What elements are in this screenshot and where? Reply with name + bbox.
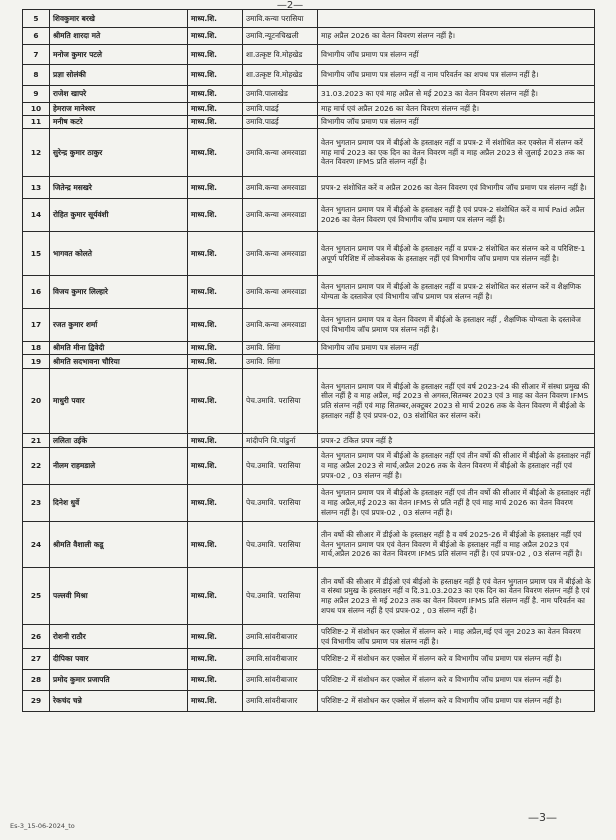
serial-number: 18 (23, 342, 50, 355)
serial-number: 8 (23, 65, 50, 86)
serial-number: 29 (23, 691, 50, 712)
serial-number: 14 (23, 199, 50, 232)
remark-text: परिशिष्ट-2 में संशोधन कर एक्सेल में संलग्न करे । माह अप्रैल,मई एवं जून 2023 का वेतन विवरण एवं विभागीय जॉच प्रमाण पत्र संलग्न नहीं है। (318, 625, 595, 649)
serial-number: 28 (23, 670, 50, 691)
table-row (23, 691, 595, 712)
designation: माध्य.शि. (188, 86, 243, 103)
remark-text: प्रपत्र-2 संशोधित करें व अप्रैल 2026 का वेतन विवरण एवं विभागीय जॉच प्रमाण पत्र संलग्न नहीं है। (318, 177, 595, 199)
school-name: पेच.उमावि. परासिया (243, 485, 318, 522)
designation: माध्य.शि. (188, 116, 243, 129)
table-row (23, 522, 595, 568)
designation: माध्य.शि. (188, 568, 243, 625)
remark-text: विभागीय जॉच प्रमाण पत्र संलग्न नहीं व नाम परिवर्तन का शपथ पत्र संलग्न नहीं है। (318, 65, 595, 86)
remark-text: परिशिष्ट-2 में संशोधन कर एक्सेल में संलग्न करे व विभागीय जॉच प्रमाण पत्र संलग्न नहीं है। (318, 649, 595, 670)
school-name: उमावि.सांवरीबाजार (243, 649, 318, 670)
serial-number: 13 (23, 177, 50, 199)
employee-name: ललिता उईके (50, 434, 188, 448)
designation: माध्य.शि. (188, 625, 243, 649)
table-body (23, 10, 595, 712)
table-row (23, 369, 595, 434)
table-row (23, 177, 595, 199)
school-name: उमावि.कन्या अमरवाडा (243, 129, 318, 177)
table-row (23, 45, 595, 65)
school-name: उमावि.कन्या अमरवाडा (243, 199, 318, 232)
employee-name: नीलम राहमडाले (50, 448, 188, 485)
table-row (23, 10, 595, 28)
serial-number: 15 (23, 232, 50, 276)
employee-name: श्रीमति वैशाली कडू (50, 522, 188, 568)
remark-text: वेतन भुगतान प्रमाण पत्र में बीईओ के हस्ताक्षर नहीं एवं तीन वर्षो की सीआर में बीईओ के हस्ताक्षर नहीं व माह अप्रैल 2023 से मार्च,अप्रैल 2026 तक के वेतन विवरण में बीईओ के हस्ताक्षर नहीं एवं प्रपत्र-02 , 03 संलग्न नहीं है। (318, 448, 595, 485)
school-name: उमावि.पाढर्ई (243, 103, 318, 116)
school-name: पेच.उमावि. परासिया (243, 369, 318, 434)
page-number-top: —2— (276, 0, 304, 11)
page-number-bottom: —3— (528, 811, 557, 824)
remark-text: परिशिष्ट-2 में संशोधन कर एक्सेल में संलग्न करे व विभागीय जॉच प्रमाण पत्र संलग्न नहीं है। (318, 691, 595, 712)
school-name: उमावि.कन्या अमरवाडा (243, 232, 318, 276)
serial-number: 12 (23, 129, 50, 177)
remark-text: विभागीय जॉच प्रमाण पत्र संलग्न नहीं (318, 342, 595, 355)
employee-name: मनीष कटरे (50, 116, 188, 129)
employee-name: मनोज कुमार पटले (50, 45, 188, 65)
remark-text: माह मार्च एवं अप्रैल 2026 का वेतन विवरण संलग्न नहीं है। (318, 103, 595, 116)
school-name: उमावि.सांवरीबाजार (243, 670, 318, 691)
designation: माध्य.शि. (188, 276, 243, 309)
designation: माध्य.शि. (188, 691, 243, 712)
school-name: उमावि. सिंगा (243, 355, 318, 369)
designation: माध्य.शि. (188, 369, 243, 434)
employee-name: जितेन्द्र मसखरे (50, 177, 188, 199)
table-row (23, 28, 595, 45)
table-row (23, 276, 595, 309)
school-name: उमावि.कन्या अमरवाडा (243, 309, 318, 342)
serial-number: 10 (23, 103, 50, 116)
designation: माध्य.शि. (188, 485, 243, 522)
school-name: पेच.उमावि. परासिया (243, 522, 318, 568)
employee-name: श्रीमति सदभावना चौरिया (50, 355, 188, 369)
school-name: उमावि.सांवरीबाजार (243, 691, 318, 712)
serial-number: 17 (23, 309, 50, 342)
remark-text (318, 10, 595, 28)
designation: माध्य.शि. (188, 355, 243, 369)
designation: माध्य.शि. (188, 103, 243, 116)
employee-name: राजेश खापरे (50, 86, 188, 103)
employee-name: श्रीमति मीना द्विवेदी (50, 342, 188, 355)
serial-number: 9 (23, 86, 50, 103)
table-row (23, 129, 595, 177)
scan-file-label: Es-3_15-06-2024_to (10, 822, 75, 830)
school-name: उमावि. सिंगा (243, 342, 318, 355)
employee-name: माधुरी पवार (50, 369, 188, 434)
serial-number: 19 (23, 355, 50, 369)
table-row (23, 86, 595, 103)
remark-text: प्रपत्र-2 टंकित प्रपत्र नहीं है (318, 434, 595, 448)
remark-text: वेतन भुगतान प्रमाण पत्र में बीईओ के हस्ताक्षर नहीं व प्रपत्र-2 संशोधित कर संलग्न करें व शैक्षणिक योग्यता के दस्तावेज एवं विभागीय जॉच प्रमाण पत्र संलग्न नहीं है। (318, 276, 595, 309)
table-row (23, 670, 595, 691)
designation: माध्य.शि. (188, 448, 243, 485)
employee-name: पल्लवी मिश्रा (50, 568, 188, 625)
remark-text: वेतन भुगतान प्रमाण पत्र में बीईओ के हस्ताक्षर नहीं एवं तीन वर्षो की सीआर में बीईओ के हस्ताक्षर नहीं व माह अप्रैल,मई 2023 का वेतन IFMS से प्रति नहीं है एवं माह मार्च 2026 का वेतन विवरण संलग्न नहीं है। एवं प्रपत्र-02 , 03 संलग्न नहीं है। (318, 485, 595, 522)
designation: माध्य.शि. (188, 10, 243, 28)
school-name: पेच.उमावि. परासिया (243, 448, 318, 485)
employee-name: प्रज्ञा सोलंकी (50, 65, 188, 86)
employee-name: विजय कुमार लिल्हारे (50, 276, 188, 309)
remark-text: 31.03.2023 का एवं माह अप्रैल से मई 2023 का वेतन विवरण संलग्न नहीं है। (318, 86, 595, 103)
table-row (23, 309, 595, 342)
serial-number: 26 (23, 625, 50, 649)
table-row (23, 116, 595, 129)
table-row (23, 355, 595, 369)
employee-name: भागवत कोलते (50, 232, 188, 276)
designation: माध्य.शि. (188, 199, 243, 232)
employee-name: शिवकुमार बरखे (50, 10, 188, 28)
employee-name: रेकचंद चन्ने (50, 691, 188, 712)
table-row (23, 232, 595, 276)
school-name: शा.उत्कृष्ट वि.मोहखेड (243, 45, 318, 65)
serial-number: 20 (23, 369, 50, 434)
remark-text: वेतन भुगतान प्रमाण पत्र में बीईओ के हस्ताक्षर नहीं व प्रपत्र-2 संशोधित कर संलग्न करे व परिशिष्ट-1 अपूर्ण परिशिष्ट में लोकसेवक के हस्ताक्षर नहीं एवं विभागीय जॉच प्रमाण पत्र संलग्न नहीं है। (318, 232, 595, 276)
designation: माध्य.शि. (188, 342, 243, 355)
table-row (23, 199, 595, 232)
remark-text: वेतन भुगतान प्रमाण पत्र में बीईओ के हस्ताक्षर नहीं व प्रपत्र-2 में संशोधित कर एक्सेल में संलग्न करें माह मार्च 2023 का एक दिन का वेतन विवरण नहीं व माह अप्रैल 2023 से जुलाई 2023 तक का वेतन विवरण IFMS प्रति संलग्न नहीं है। (318, 129, 595, 177)
serial-number: 22 (23, 448, 50, 485)
designation: माध्य.शि. (188, 670, 243, 691)
table-row (23, 568, 595, 625)
serial-number: 25 (23, 568, 50, 625)
designation: माध्य.शि. (188, 522, 243, 568)
school-name: मांदीपनि वि.पांढुर्ना (243, 434, 318, 448)
remark-text: वेतन भुगतान प्रमाण पत्र व वेतन विवरण में बीईओ के हस्ताक्षर नहीं , शैक्षणिक योग्यता के दस्तावेज एवं विभागीय जॉच प्रमाण पत्र संलग्न नहीं है। (318, 309, 595, 342)
designation: माध्य.शि. (188, 232, 243, 276)
designation: माध्य.शि. (188, 129, 243, 177)
school-name: उमावि.पाढर्ई (243, 116, 318, 129)
employee-name: हेमराज मानेश्वर (50, 103, 188, 116)
table-row (23, 625, 595, 649)
designation: माध्य.शि. (188, 65, 243, 86)
remark-text: तीन वर्षो की सीआर में डीईओ के हस्ताक्षर नहीं है व वर्ष 2025-26 में बीईओ के हस्ताक्षर नहीं एवं वेतन भुगतान प्रमाण पत्र एवं वेतन विवरण में बीईओ के हस्ताक्षर नहीं व माह अप्रैल 2023 एवं मार्च,अप्रैल 2026 का वेतन विवरण IFMS प्रति संलग्न नहीं है। एवं प्रपत्र-02 , 03 संलग्न नहीं है। (318, 522, 595, 568)
serial-number: 24 (23, 522, 50, 568)
table-row (23, 649, 595, 670)
school-name: उमावि.कन्या परासिया (243, 10, 318, 28)
designation: माध्य.शि. (188, 434, 243, 448)
serial-number: 11 (23, 116, 50, 129)
school-name: पेच.उमावि. परासिया (243, 568, 318, 625)
staff-table (22, 9, 595, 712)
serial-number: 27 (23, 649, 50, 670)
serial-number: 16 (23, 276, 50, 309)
designation: माध्य.शि. (188, 45, 243, 65)
school-name: उमावि.सांवरीबाजार (243, 625, 318, 649)
employee-name: श्रीमति शारदा मते (50, 28, 188, 45)
employee-name: दीपिका पवार (50, 649, 188, 670)
designation: माध्य.शि. (188, 309, 243, 342)
serial-number: 5 (23, 10, 50, 28)
serial-number: 6 (23, 28, 50, 45)
school-name: उमावि.पालाखेड (243, 86, 318, 103)
employee-name: दिनेश धुर्वे (50, 485, 188, 522)
serial-number: 7 (23, 45, 50, 65)
designation: माध्य.शि. (188, 649, 243, 670)
table-row (23, 65, 595, 86)
table-row (23, 103, 595, 116)
remark-text: परिशिष्ट-2 में संशोधन कर एक्सेल में संलग्न करे व विभागीय जॉच प्रमाण पत्र संलग्न नहीं है। (318, 670, 595, 691)
remark-text: माह अप्रैल 2026 का वेतन विवरण संलग्न नहीं है। (318, 28, 595, 45)
employee-name: रोहित कुमार सूर्यवंशी (50, 199, 188, 232)
designation: माध्य.शि. (188, 28, 243, 45)
serial-number: 23 (23, 485, 50, 522)
school-name: उमावि.कन्या अमरवाडा (243, 276, 318, 309)
remark-text: विभागीय जॉच प्रमाण पत्र संलग्न नहीं (318, 45, 595, 65)
remark-text (318, 355, 595, 369)
table-row (23, 342, 595, 355)
employee-name: सुरेन्द्र कुमार ठाकुर (50, 129, 188, 177)
remark-text: तीन वर्षो की सीआर में डीईओ एवं बीईओ के हस्ताक्षर नहीं है एवं वेतन भुगतान प्रमाण पत्र में बीईओ के व संस्था प्रमुख के हस्ताक्षर नहीं व दि.31.03.2023 का एक दिन का वेतन विवरण संलग्न नहीं है एवं माह अप्रैल 2023 से मई 2023 तक का वेतन विवरण IFMS प्रति संलग्न नहीं है. नाम परिवर्तन का शपथ पत्र संलग्न नहीं है एवं प्रपत्र-02 , 03 संलग्न नहीं है। (318, 568, 595, 625)
employee-name: प्रमोद कुमार प्रजापति (50, 670, 188, 691)
employee-name: रजत कुमार शर्मा (50, 309, 188, 342)
remark-text: विभागीय जॉच प्रमाण पत्र संलग्न नहीं (318, 116, 595, 129)
serial-number: 21 (23, 434, 50, 448)
remark-text: वेतन भुगतान प्रमाण पत्र में बीईओ के हस्ताक्षर नहीं एवं वर्ष 2023-24 की सीआर में संस्था प्रमुख की सील नहीं है व माह अप्रैल, मई 2023 से अगस्त,सितम्बर 2023 एवं 3 माह का वेतन विवरण IFMS प्रति संलग्न नहीं एवं माह सितम्बर,अक्टूबर 2023 से मार्च 2026 तक के वेतन विवरण में बीईओ के हस्ताक्षर नहीं है एवं प्रपत्र-02, 03 संशोधित कर संलग्न करें। (318, 369, 595, 434)
remark-text: वेतन भुगतान प्रमाण पत्र में बीईओ के हस्ताक्षर नहीं है एवं प्रपत्र-2 संशोधित करें व मार्च Paid अप्रैल 2026 का वेतन विवरण एवं विभागीय जॉच प्रमाण पत्र संलग्न नहीं है। (318, 199, 595, 232)
school-name: उमावि.न्यूटनचिखली (243, 28, 318, 45)
school-name: उमावि.कन्या अमरवाडा (243, 177, 318, 199)
employee-name: रोशनी राठौर (50, 625, 188, 649)
school-name: शा.उत्कृष्ट वि.मोहखेड (243, 65, 318, 86)
table-row (23, 448, 595, 485)
table-row (23, 434, 595, 448)
designation: माध्य.शि. (188, 177, 243, 199)
table-row (23, 485, 595, 522)
